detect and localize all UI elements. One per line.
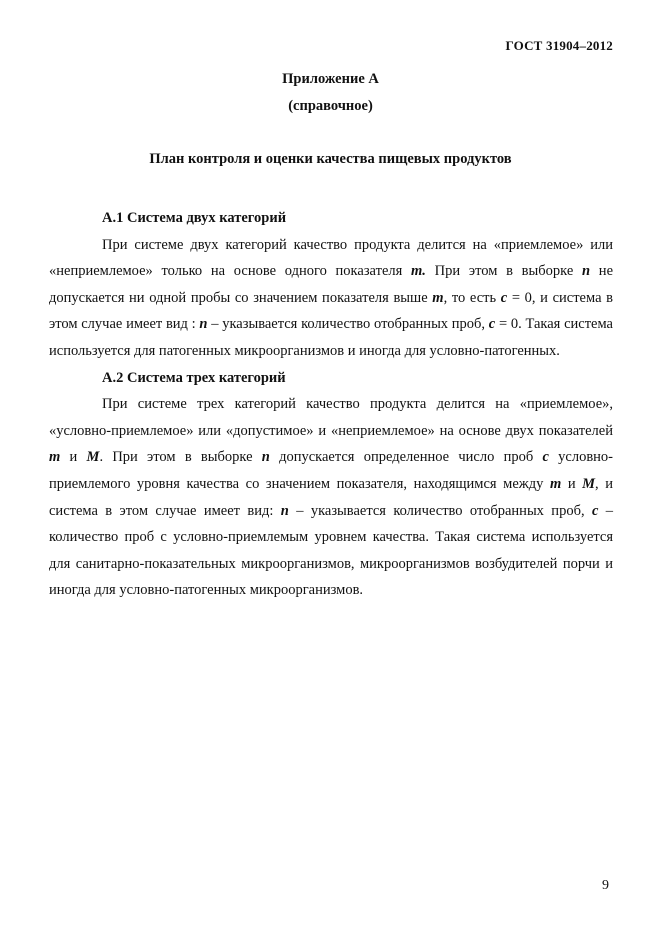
variable-n: n (261, 449, 270, 466)
variable-c: c (488, 316, 496, 333)
text-run: При системе двух категорий качество продукта делится на «приемлемое» или «неприемлемое» только на основе одного показателя (49, 236, 613, 280)
page-number: 9 (602, 878, 609, 893)
text-run: и (60, 449, 87, 466)
text-run: При системе трех категорий качество продукта делится на «приемлемое», «условно-приемлемое» или «допустимое» и «неприемлемое» на основе двух показателей (49, 396, 613, 439)
annex-subtitle: (справочное) (288, 98, 373, 114)
annex-title: Приложение А (282, 71, 379, 87)
text-run: условно-приемлемого уровня качества со значением показателя, находящимся между (49, 449, 614, 492)
standard-number: ГОСТ 31904–2012 (505, 38, 613, 53)
document-title: План контроля и оценки качества пищевых продуктов (149, 151, 512, 167)
variable-m: m (432, 289, 444, 306)
text-run: = 0, и система в этом случае имеет вид : (49, 289, 613, 333)
document-body (49, 205, 613, 604)
variable-m: m (49, 449, 61, 466)
text-run: . При этом в выборке (99, 449, 262, 466)
section-paragraph-a1 (49, 232, 613, 365)
text-run: , то есть (443, 289, 501, 306)
text-run: не допускается ни одной пробы со значением показателя выше (49, 263, 614, 306)
text-run: – указывается количество отобранных проб, (288, 502, 592, 519)
variable-M: M (582, 475, 596, 492)
variable-n: n (199, 316, 208, 333)
variable-c: c (500, 289, 508, 306)
variable-c: c (542, 449, 549, 466)
variable-m: m (549, 475, 562, 492)
section-heading-a1: А.1 Система двух категорий (102, 210, 287, 226)
variable-m: m. (411, 263, 426, 280)
text-run: допускается определенное число проб (269, 449, 543, 466)
section-paragraph-a2 (49, 391, 613, 604)
text-run: При этом в выборке (425, 263, 582, 280)
text-run: = 0. Такая система используется для патогенных микроорганизмов и иногда для условно-патогенных. (49, 316, 613, 359)
section-heading-a2: А.2 Система трех категорий (102, 369, 286, 386)
variable-n: n (280, 502, 289, 519)
variable-c: c (591, 502, 599, 519)
text-run: , и система в этом случае имеет вид: (49, 475, 613, 519)
variable-M: M (86, 449, 100, 466)
text-run: – указывается количество отобранных проб, (207, 316, 489, 333)
text-run: и (561, 475, 583, 492)
text-run: – количество проб с условно-приемлемым уровнем качества. Такая система используется для санитарно-показательных микроорганизмов, микроорганизмов возбудителей порчи и иногда для условно-патогенных микроорганизмов. (49, 502, 614, 599)
variable-n: n (582, 263, 591, 280)
